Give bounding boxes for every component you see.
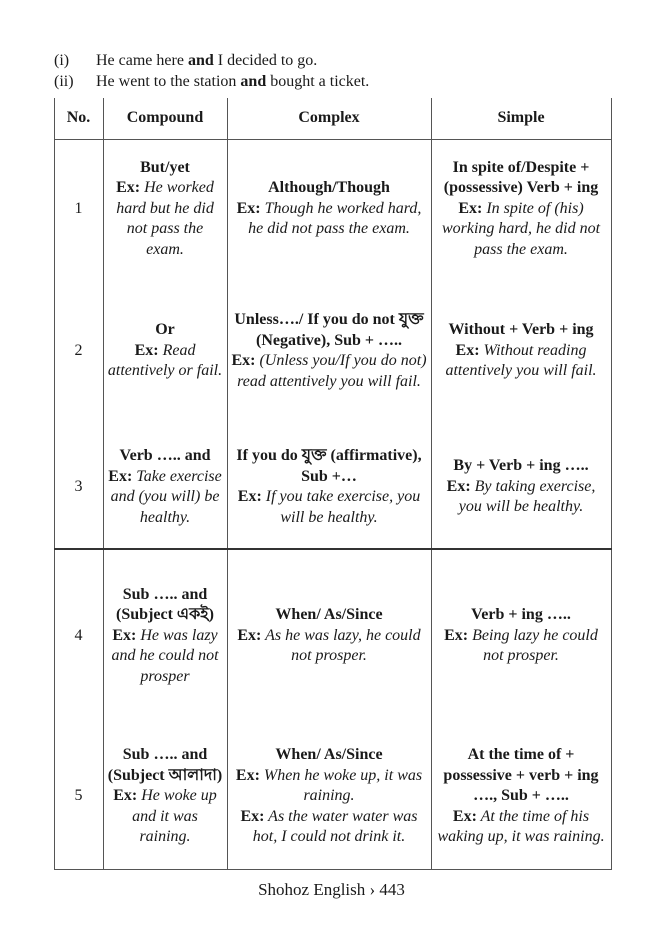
example-label: Ex: [446, 477, 471, 495]
example-label: Ex: [231, 352, 256, 369]
rule-text: Verb ….. and [119, 447, 211, 464]
example-label: Ex: [455, 341, 480, 359]
rule-text: Sub ….. and (Subject একই) [116, 585, 214, 624]
rule-text: At the time of + possessive + verb + ing …., Sub + ….. [443, 746, 599, 805]
compound-cell [103, 724, 227, 869]
example-text: If you take exercise, you will be healthy. [261, 488, 421, 526]
example-text: Read attentively or fail. [107, 341, 223, 380]
rule-text: Unless…./ If you do not যুক্ত (Negative), Sub + ….. [234, 311, 424, 349]
example-label: Ex: [112, 626, 137, 644]
row-number: 4 [74, 626, 83, 644]
intro-text [96, 50, 317, 71]
header-no: No. [66, 109, 91, 127]
example-text: He worked hard but he did not pass the exam. [116, 179, 214, 258]
rule-text: Without + Verb + ing [448, 321, 594, 339]
example-text: By taking exercise, you will be healthy. [458, 477, 596, 516]
intro-bold: and [240, 73, 267, 90]
simple-cell [431, 556, 611, 716]
rule-text: Sub ….. and (Subject আলাদা) [107, 746, 223, 784]
compound-cell [103, 428, 227, 546]
example-label: Ex: [134, 341, 159, 359]
intro-text-part: He came here [96, 52, 188, 69]
simple-cell [431, 282, 611, 420]
example-text: Being lazy he could not prosper. [468, 626, 598, 665]
row-number: 5 [74, 787, 83, 805]
example-label: Ex: [236, 199, 261, 217]
example-label: Ex: [235, 766, 260, 784]
intro-line [54, 71, 369, 92]
example-text: At the time of his waking up, it was raining. [437, 807, 605, 846]
simple-cell [431, 140, 611, 278]
rule-text: Although/Though [268, 179, 390, 197]
rule-text: Or [155, 321, 175, 339]
example-label: Ex: [113, 787, 138, 805]
page-footer: Shohoz English › 443 [258, 880, 405, 899]
example-text: In spite of (his) working hard, he did not pass the exam. [441, 199, 601, 258]
row-number: 2 [74, 341, 83, 359]
rule-text: But/yet [140, 158, 190, 176]
example-text: He woke up and it was raining. [132, 787, 217, 846]
example-label: Ex: [452, 807, 477, 825]
example-label: Ex: [108, 467, 133, 485]
compound-cell [103, 556, 227, 716]
complex-cell [227, 282, 431, 420]
sentence-transformation-table [54, 98, 612, 870]
table-border [54, 869, 612, 870]
example-label: Ex: [444, 626, 469, 644]
example-text: He was lazy and he could not prosper [111, 626, 219, 685]
intro-number: (i) [54, 52, 70, 69]
header-complex: Complex [298, 109, 360, 127]
example-text: When he woke up, it was raining. [259, 766, 423, 805]
intro-text-part: I decided to go. [213, 52, 318, 69]
intro-bold: and [187, 52, 214, 69]
intro-text-part: He went to the station [96, 73, 241, 90]
complex-cell [227, 428, 431, 546]
example-label: Ex: [116, 179, 141, 197]
complex-cell [227, 140, 431, 278]
rule-text: Verb + ing ….. [471, 606, 571, 624]
header-compound: Compound [126, 109, 204, 127]
example-label: Ex: [237, 626, 262, 644]
table-border [54, 548, 612, 550]
example-label: Ex: [237, 488, 262, 505]
example-text: (Unless you/If you do not) read attentively you will fail. [237, 352, 427, 390]
intro-line [54, 50, 369, 71]
compound-cell [103, 140, 227, 278]
row-number: 3 [74, 477, 83, 495]
rule-text: If you do যুক্ত (affirmative), Sub +… [236, 447, 422, 485]
rule-text: By + Verb + ing ….. [453, 457, 589, 475]
simple-cell [431, 724, 611, 869]
simple-cell [431, 428, 611, 546]
intro-number: (ii) [54, 73, 74, 90]
example-label: Ex: [458, 199, 483, 217]
intro-text [96, 71, 369, 92]
example-text: Without reading attentively you will fail. [445, 341, 597, 380]
example-text: Though he worked hard, he did not pass the exam. [248, 199, 422, 238]
rule-text: In spite of/Despite + (possessive) Verb + ing [443, 158, 599, 197]
rule-text: When/ As/Since [275, 746, 383, 764]
intro-sentences [54, 50, 369, 92]
example-text: As the water water was hot, I could not drink it. [252, 807, 418, 846]
complex-cell [227, 724, 431, 869]
table-border [611, 98, 612, 870]
header-simple: Simple [497, 109, 545, 127]
intro-text-part: bought a ticket. [266, 73, 370, 90]
example-text: Take exercise and (you will) be healthy. [110, 467, 222, 526]
rule-text: When/ As/Since [275, 606, 383, 624]
compound-cell [103, 282, 227, 420]
example-text: As he was lazy, he could not prosper. [261, 626, 421, 665]
row-number: 1 [74, 199, 83, 217]
complex-cell [227, 556, 431, 716]
example-label: Ex: [240, 807, 265, 825]
